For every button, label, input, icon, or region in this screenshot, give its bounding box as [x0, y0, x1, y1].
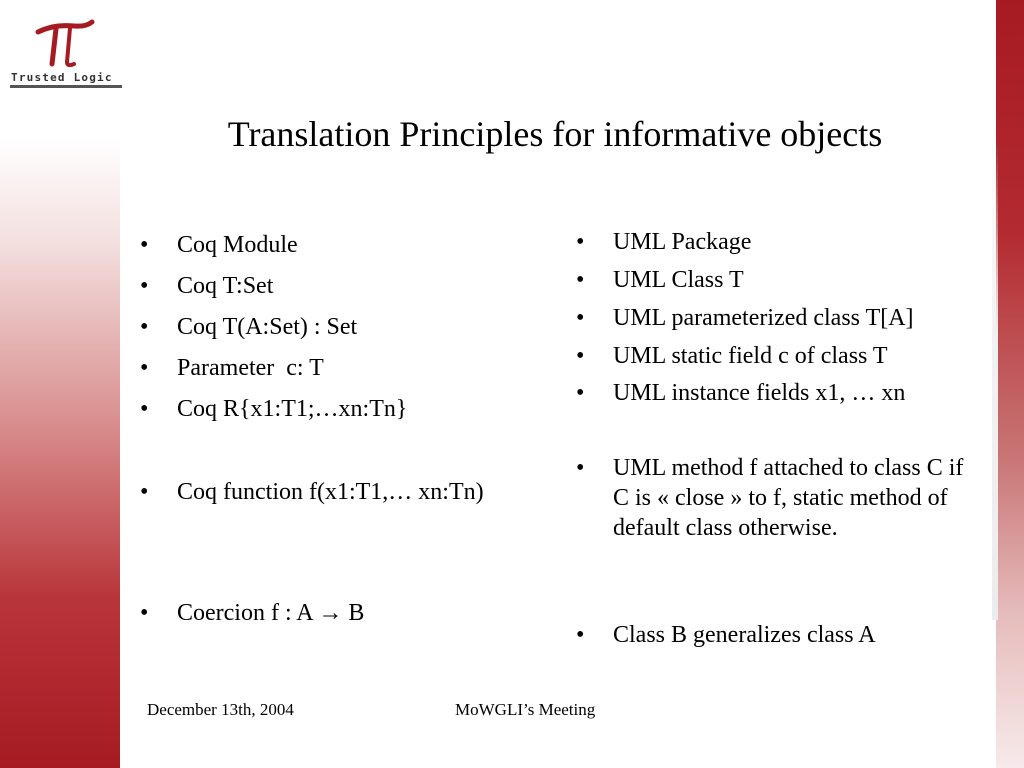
logo-text: Trusted Logic	[11, 71, 113, 84]
bullet-icon: •	[576, 343, 585, 369]
footer-event: MoWGLI’s Meeting	[455, 700, 596, 719]
footer-date: December 13th, 2004	[147, 700, 294, 719]
bullet-icon: •	[140, 232, 149, 258]
bullet-icon: •	[140, 600, 149, 626]
list-item: • UML Package	[576, 229, 752, 255]
bullet-icon: •	[140, 273, 149, 299]
list-item: • UML Class T	[576, 267, 744, 293]
list-item: • Coq T:Set	[140, 273, 274, 299]
bullet-icon: •	[576, 380, 585, 406]
list-item: • Parameter c: T	[140, 355, 324, 381]
list-item: • UML static field c of class T	[576, 343, 888, 369]
list-item: • Coq function f(x1:T1,… xn:Tn)	[140, 479, 484, 505]
trusted-logic-logo	[4, 14, 122, 88]
bullet-icon: •	[140, 314, 149, 340]
list-item: • Coq T(A:Set) : Set	[140, 314, 358, 340]
right-decorative-band	[996, 0, 1024, 768]
bullet-icon: •	[140, 355, 149, 381]
list-item: • Coq Module	[140, 232, 298, 258]
bullet-icon: •	[576, 229, 585, 255]
bullet-icon: •	[576, 622, 585, 648]
slide-title: Translation Principles for informative objects	[227, 114, 883, 154]
list-item: • UML instance fields x1, … xn	[576, 380, 906, 406]
list-item: • Class B generalizes class A	[576, 622, 876, 648]
bullet-icon: •	[140, 479, 149, 505]
logo-underline	[10, 85, 122, 88]
left-decorative-band	[0, 0, 120, 768]
list-item: • Coercion f : A → B	[140, 600, 365, 626]
bullet-icon: •	[140, 396, 149, 422]
list-item: • UML parameterized class T[A]	[576, 305, 914, 331]
list-item: • UML method f attached to class C if C is « close » to f, static method of default class otherwise.	[576, 455, 964, 541]
tl-logo-icon	[34, 18, 98, 70]
bullet-icon: •	[576, 455, 585, 481]
list-item: • Coq R{x1:T1;…xn:Tn}	[140, 396, 408, 422]
bullet-icon: •	[576, 305, 585, 331]
bullet-icon: •	[576, 267, 585, 293]
right-band-shadow	[992, 140, 998, 620]
